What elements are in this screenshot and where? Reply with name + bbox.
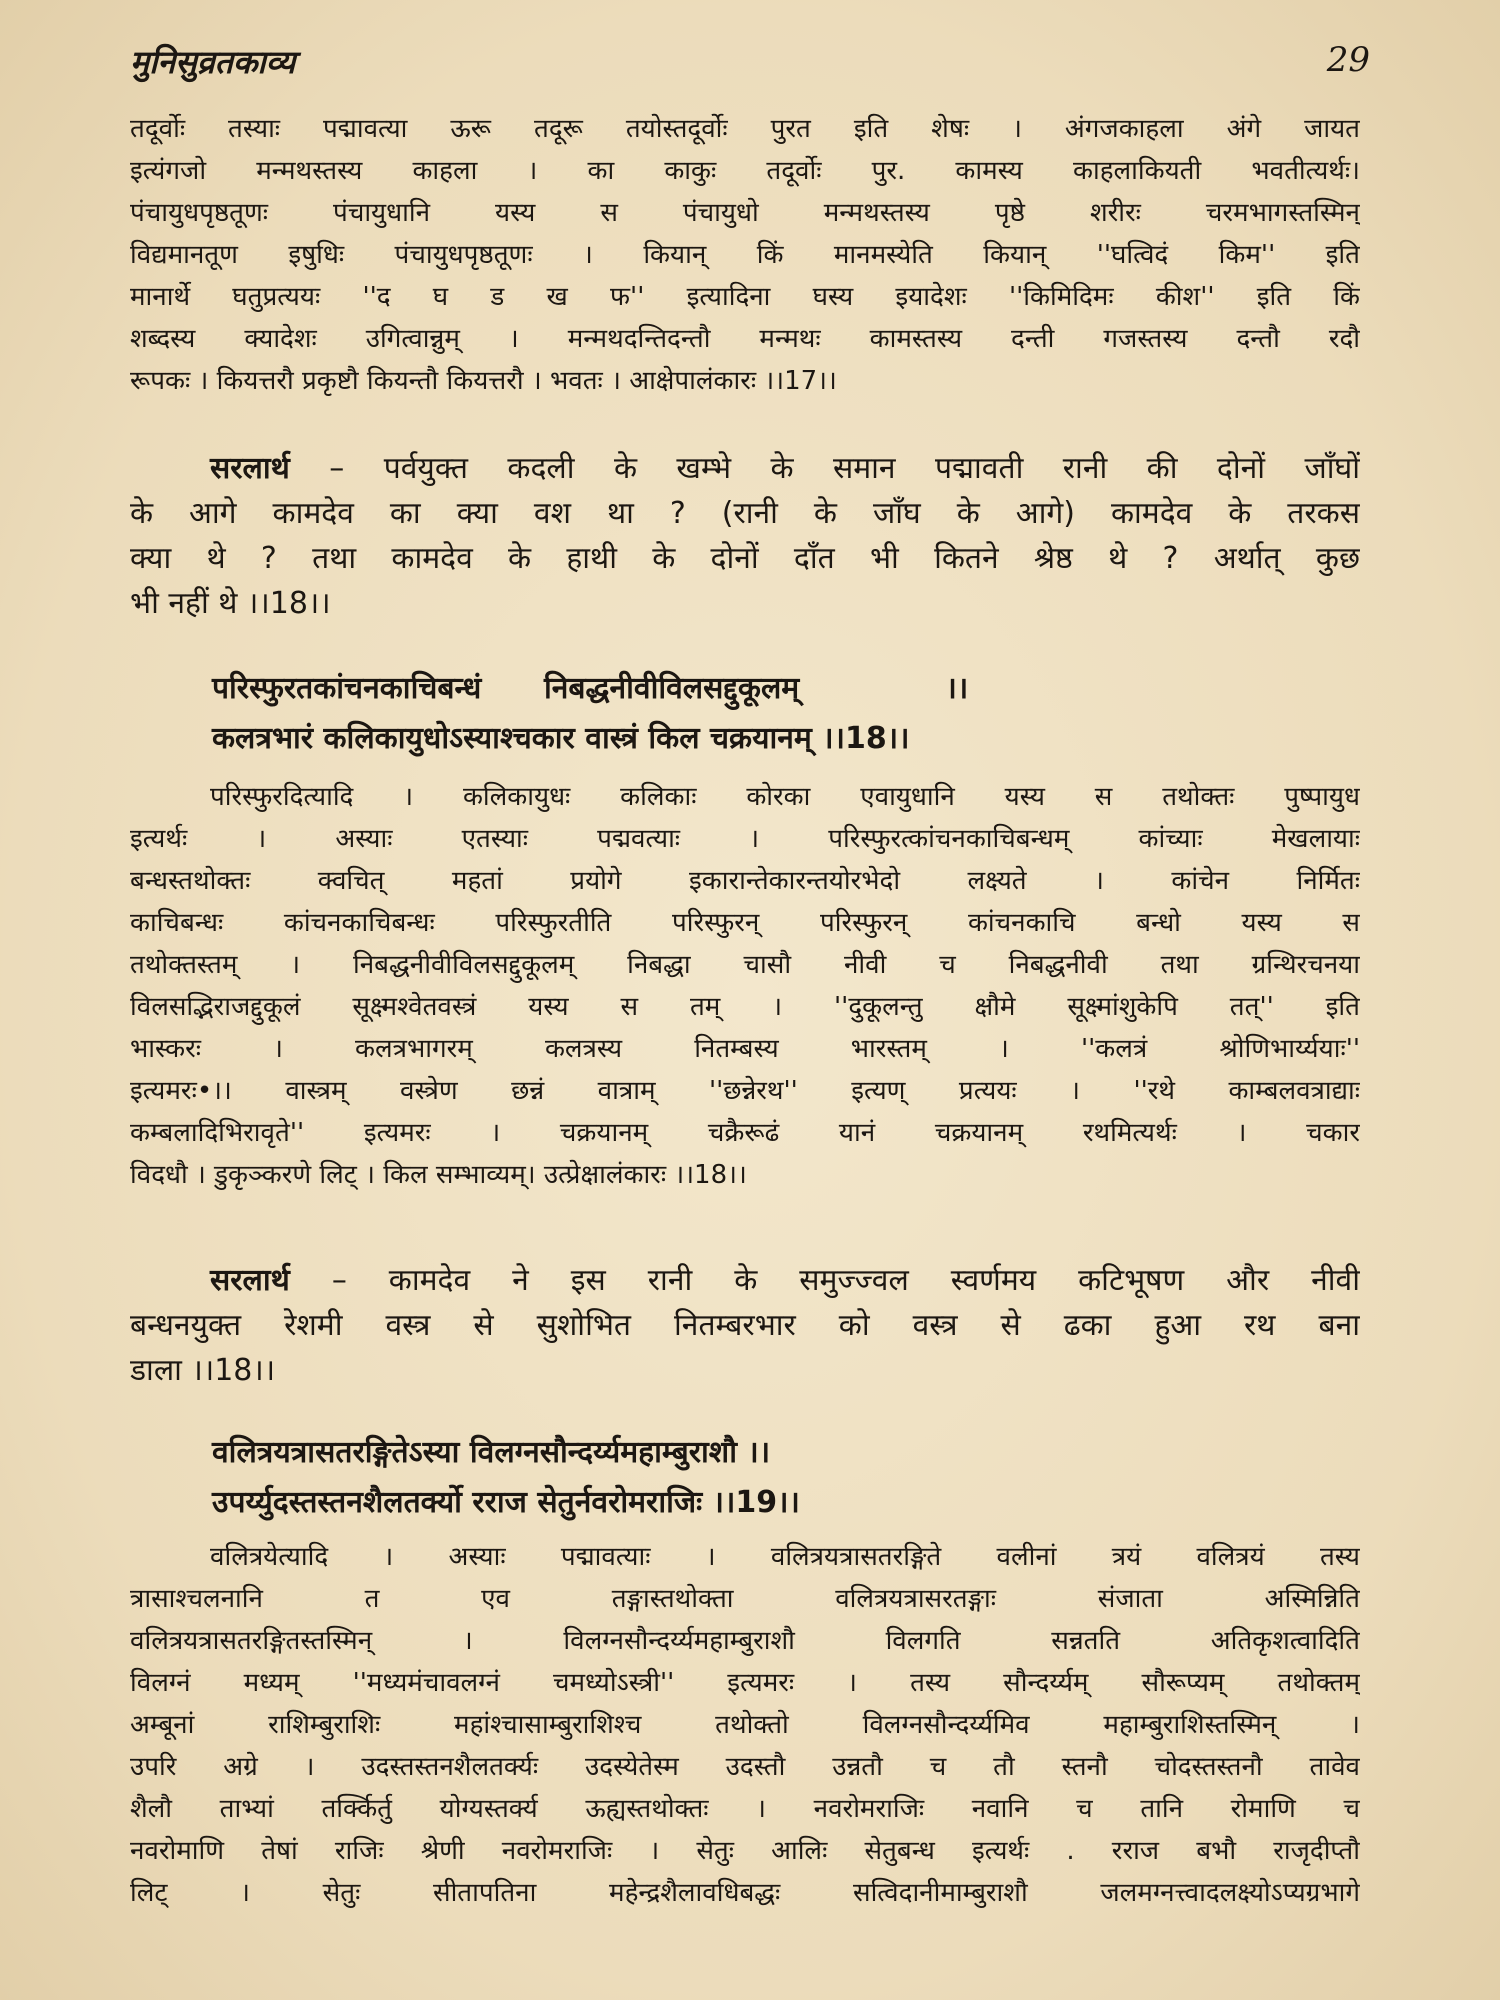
text-line: क्या थे ? तथा कामदेव के हाथी के दोनों दाँत भी कितने श्रेष्ठ थे ? अर्थात् कुछ [130, 541, 1360, 576]
text-line: इत्यर्थः । अस्याः एतस्याः पद्मवत्याः । परिस्फुरत्कांचनकाचिबन्धम् कांच्याः मेखलायाः [130, 824, 1360, 854]
text-line: इत्यमरः•।। वास्त्रम् वस्त्रेण छन्नं वात्राम् ''छन्नेरथ'' इत्यण् प्रत्ययः । ''रथे काम्बलवत्राद्याः [130, 1076, 1360, 1106]
text-line: नवरोमाणि तेषां राजिः श्रेणी नवरोमराजिः । सेतुः आलिः सेतुबन्ध इत्यर्थः . रराज बभौ राजृदीप्तौ [130, 1836, 1360, 1866]
commentary-19 [130, 1536, 1360, 1914]
text-line: बन्धनयुक्त रेशमी वस्त्र से सुशोभित नितम्बरभार को वस्त्र से ढका हुआ रथ बना [130, 1308, 1360, 1343]
text-line: परिस्फुरदित्यादि । कलिकायुधः कलिकाः कोरका एवायुधानि यस्य स तथोक्तः पुष्पायुध [210, 782, 1360, 812]
commentary-17 [130, 108, 1360, 402]
text-line: काचिबन्धः कांचनकाचिबन्धः परिस्फुरतीति परिस्फुरन् परिस्फुरन् कांचनकाचि बन्धो यस्य स [130, 908, 1360, 938]
text-line: भी नहीं थे ।।18।। [130, 586, 331, 621]
text-line: विदधौ । डुकृञ्करणे लिट् । किल सम्भाव्यम्। उत्प्रेक्षालंकारः ।।18।। [130, 1160, 747, 1190]
text-line: वलित्रयेत्यादि । अस्याः पद्मावत्याः । वलित्रयत्रासतरङ्गिते वलीनां त्रयं वलित्रयं तस्य [210, 1542, 1360, 1572]
text-line: लिट् । सेतुः सीतापतिना महेन्द्रशैलावधिबद्धः सत्विदानीमाम्बुराशौ जलमग्नत्त्वादलक्ष्योऽप्यग्रभागे [130, 1878, 1360, 1908]
verse-line: कलत्रभारं कलिकायुधोऽस्याश्चकार वास्त्रं किल चक्रयानम् ।।18।। [212, 721, 910, 756]
text-line: मानार्थे घतुप्रत्ययः ''द घ ड ख फ'' इत्यादिना घस्य इयादेशः ''किमिदिमः कीश'' इति किं [130, 282, 1360, 312]
text-line: वलित्रयत्रासतरङ्गितस्तस्मिन् । विलग्नसौन्दर्य्यमहाम्बुराशौ विलगति सन्नतति अतिकृशत्वादिति [130, 1626, 1360, 1656]
text-line: शैलौ ताभ्यां तर्क्किर्तु योग्यस्तर्क्य ऊह्यस्तथोक्तः । नवरोमराजिः नवानि च तानि रोमाणि च [130, 1794, 1360, 1824]
verse-line: उपर्य्युदस्तस्तनशैलतर्क्यो रराज सेतुर्नवरोमराजिः ।।19।। [212, 1485, 800, 1520]
sarala-first-text: – कामदेव ने इस रानी के समुज्ज्वल स्वर्णमय कटिभूषण और नीवी [289, 1263, 1360, 1298]
sarala-artha-18 [130, 1258, 1360, 1393]
text-line: अम्बूनां राशिम्बुराशिः महांश्चासाम्बुराशिश्च तथोक्तो विलग्नसौन्दर्य्यमिव महाम्बुराशिस्तस्मिन् । [130, 1710, 1360, 1740]
text-line: तथोक्तस्तम् । निबद्धनीवीविलसद्दुकूलम् निबद्धा चासौ नीवी च निबद्धनीवी तथा ग्रन्थिरचनया [130, 950, 1360, 980]
page-number: 29 [1326, 40, 1370, 80]
text-line: के आगे कामदेव का क्या वश था ? (रानी के जाँघ के आगे) कामदेव के तरकस [130, 496, 1360, 531]
text-line: शब्दस्य क्यादेशः उगित्वान्नुम् । मन्मथदन्तिदन्तौ मन्मथः कामस्तस्य दन्ती गजस्तस्य दन्तौ रदौ [130, 324, 1360, 354]
text-line: पंचायुधपृष्ठतूणः पंचायुधानि यस्य स पंचायुधो मन्मथस्तस्य पृष्ठे शरीरः चरमभागस्तस्मिन् [130, 198, 1360, 228]
text-line [130, 1258, 1360, 1303]
sarala-first-text: – पर्वयुक्त कदली के खम्भे के समान पद्मावती रानी की दोनों जाँघों [289, 451, 1360, 486]
verse-19 [130, 1428, 1360, 1528]
text-line: विलग्नं मध्यम् ''मध्यमंचावलग्नं चमध्योऽस्त्री'' इत्यमरः । तस्य सौन्दर्य्यम् सौरूप्यम् तथोक्तम् [130, 1668, 1360, 1698]
text-line: उपरि अग्रे । उदस्तस्तनशैलतर्क्यः उदस्येतेस्म उदस्तौ उन्नतौ च तौ स्तनौ चोदस्तस्तनौ तावेव [130, 1752, 1360, 1782]
sarala-label: सरलार्थ [210, 451, 290, 486]
verse-line: परिस्फुरतकांचनकाचिबन्धं निबद्धनीवीविलसद्दुकूलम् ।। [212, 671, 969, 706]
text-line: रूपकः । कियत्तरौ प्रकृष्टौ कियन्तौ कियत्तरौ । भवतः । आक्षेपालंकारः ।।17।। [130, 366, 837, 396]
text-line: तदूर्वोः तस्याः पद्मावत्या ऊरू तदूरू तयोस्तदूर्वोः पुरत इति शेषः । अंगजकाहला अंगे जायत [130, 114, 1360, 144]
commentary-18 [130, 776, 1360, 1196]
verse-18 [130, 664, 1360, 764]
sarala-artha-17 [130, 446, 1360, 626]
text-line: विद्यमानतूण इषुधिः पंचायुधपृष्ठतूणः । कियान् किं मानमस्येति कियान् ''घत्विदं किम'' इति [130, 240, 1360, 270]
text-line: बन्धस्तथोक्तः क्वचित् महतां प्रयोगे इकारान्तेकारन्तयोरभेदो लक्ष्यते । कांचेन निर्मितः [130, 866, 1360, 896]
text-line: इत्यंगजो मन्मथस्तस्य काहला । का काकुः तदूर्वोः पुर. कामस्य काहलाकियती भवतीत्यर्थः। [130, 156, 1360, 186]
text-line: विलसद्भिराजद्दुकूलं सूक्ष्मश्वेतवस्त्रं यस्य स तम् । ''दुकूलन्तु क्षौमे सूक्ष्मांशुकेपि तत्'' इति [130, 992, 1360, 1022]
text-line: कम्बलादिभिरावृते'' इत्यमरः । चक्रयानम् चक्रैरूढं यानं चक्रयानम् रथमित्यर्थः । चकार [130, 1118, 1360, 1148]
text-line: डाला ।।18।। [130, 1353, 276, 1388]
text-line [130, 446, 1360, 491]
book-title: मुनिसुव्रतकाव्य [130, 43, 296, 81]
verse-line: वलित्रयत्रासतरङ्गितेऽस्या विलग्नसौन्दर्य्यमहाम्बुराशौ ।। [212, 1435, 771, 1470]
text-line: भास्करः । कलत्रभागरम् कलत्रस्य नितम्बस्य भारस्तम् । ''कलत्रं श्रोणिभार्य्ययाः'' [130, 1034, 1360, 1064]
sarala-label: सरलार्थ [210, 1263, 290, 1298]
running-header [130, 40, 1370, 90]
text-line: त्रासाश्चलनानि त एव तङ्गास्तथोक्ता वलित्रयत्रासरतङ्गाः संजाता अस्मिन्निति [130, 1584, 1360, 1614]
